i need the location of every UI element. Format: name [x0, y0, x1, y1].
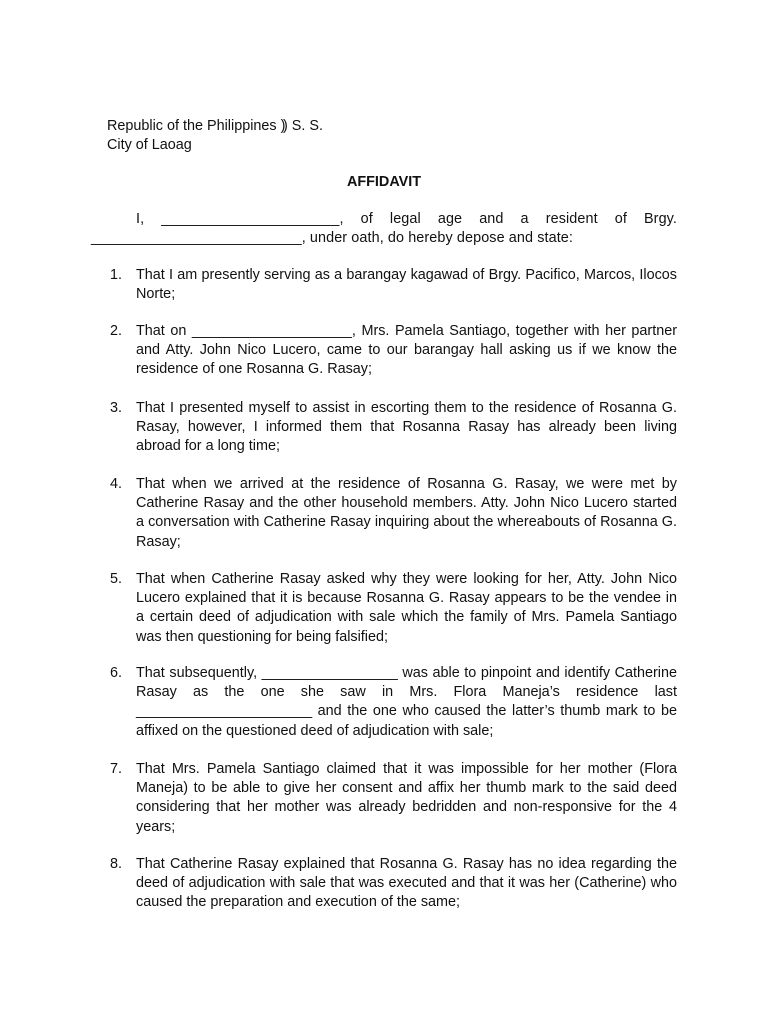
- list-item-text: That when Catherine Rasay asked why they were looking for her, Atty. John Nico Lucero explained that it is because Rosanna G. Rasay appears to be the vendee in a certain deed of adjudication with sale which the family of Mrs. Pamela Santiago was then questioning for being falsified;: [136, 571, 677, 645]
- list-item-text: That I presented myself to assist in escorting them to the residence of Rosanna G. Rasay, however, I informed them that Rosanna Rasay has already been living abroad for a long time;: [136, 400, 677, 455]
- list-item-number: 4.: [110, 476, 123, 492]
- list-item: [110, 475, 677, 552]
- list-item-number: 1.: [110, 267, 123, 283]
- caption-republic-text: Republic of the Philippines ): [107, 118, 286, 134]
- list-item: [110, 399, 677, 457]
- caption-ss: ) S. S.: [283, 118, 323, 134]
- list-item-text: That on ____________________, Mrs. Pamela Santiago, together with her partner and Atty. John Nico Lucero, came to our barangay hall asking us if we know the residence of one Rosanna G. Rasay;: [136, 323, 677, 378]
- list-item-number: 7.: [110, 761, 123, 777]
- list-item-number: 2.: [110, 323, 123, 339]
- list-item-text: That Catherine Rasay explained that Rosanna G. Rasay has no idea regarding the deed of adjudication with sale that was executed and that it was her (Catherine) who caused the preparation and execution of the same;: [136, 856, 677, 911]
- list-item: [110, 266, 677, 304]
- list-item-text: That subsequently, _________________ was able to pinpoint and identify Catherine Rasay as the one she saw in Mrs. Flora Maneja’s residence last ______________________ and the one who caused the latter’s thumb mark to be affixed on the questioned deed of adjudication with sale;: [136, 665, 677, 739]
- list-item: [110, 855, 677, 913]
- list-item: [110, 570, 677, 647]
- list-item: [110, 322, 677, 380]
- list-item-number: 6.: [110, 665, 123, 681]
- intro-paragraph: I, ______________________, of legal age and a resident of Brgy. __________________________, under oath, do hereby depose and state:: [91, 211, 677, 247]
- list-item-text: That I am presently serving as a barangay kagawad of Brgy. Pacifico, Marcos, Ilocos Norte;: [136, 267, 677, 303]
- list-item-text: That when we arrived at the residence of Rosanna G. Rasay, we were met by Catherine Rasay and the other household members. Atty. John Nico Lucero started a conversation with Catherine Rasay inquiring about the whereabouts of Rosanna G. Rasay;: [136, 476, 677, 550]
- list-item-text: That Mrs. Pamela Santiago claimed that it was impossible for her mother (Flora Maneja) to be able to give her consent and affix her thumb mark to the said deed considering that her mother was already bedridden and non-responsive for the 4 years;: [136, 761, 677, 835]
- caption-city-text: City of Laoag: [107, 137, 192, 153]
- list-item-number: 3.: [110, 400, 123, 416]
- document-title: AFFIDAVIT: [346, 174, 422, 190]
- list-item: [110, 760, 677, 837]
- list-item: [110, 664, 677, 741]
- list-item-number: 8.: [110, 856, 123, 872]
- list-item-number: 5.: [110, 571, 123, 587]
